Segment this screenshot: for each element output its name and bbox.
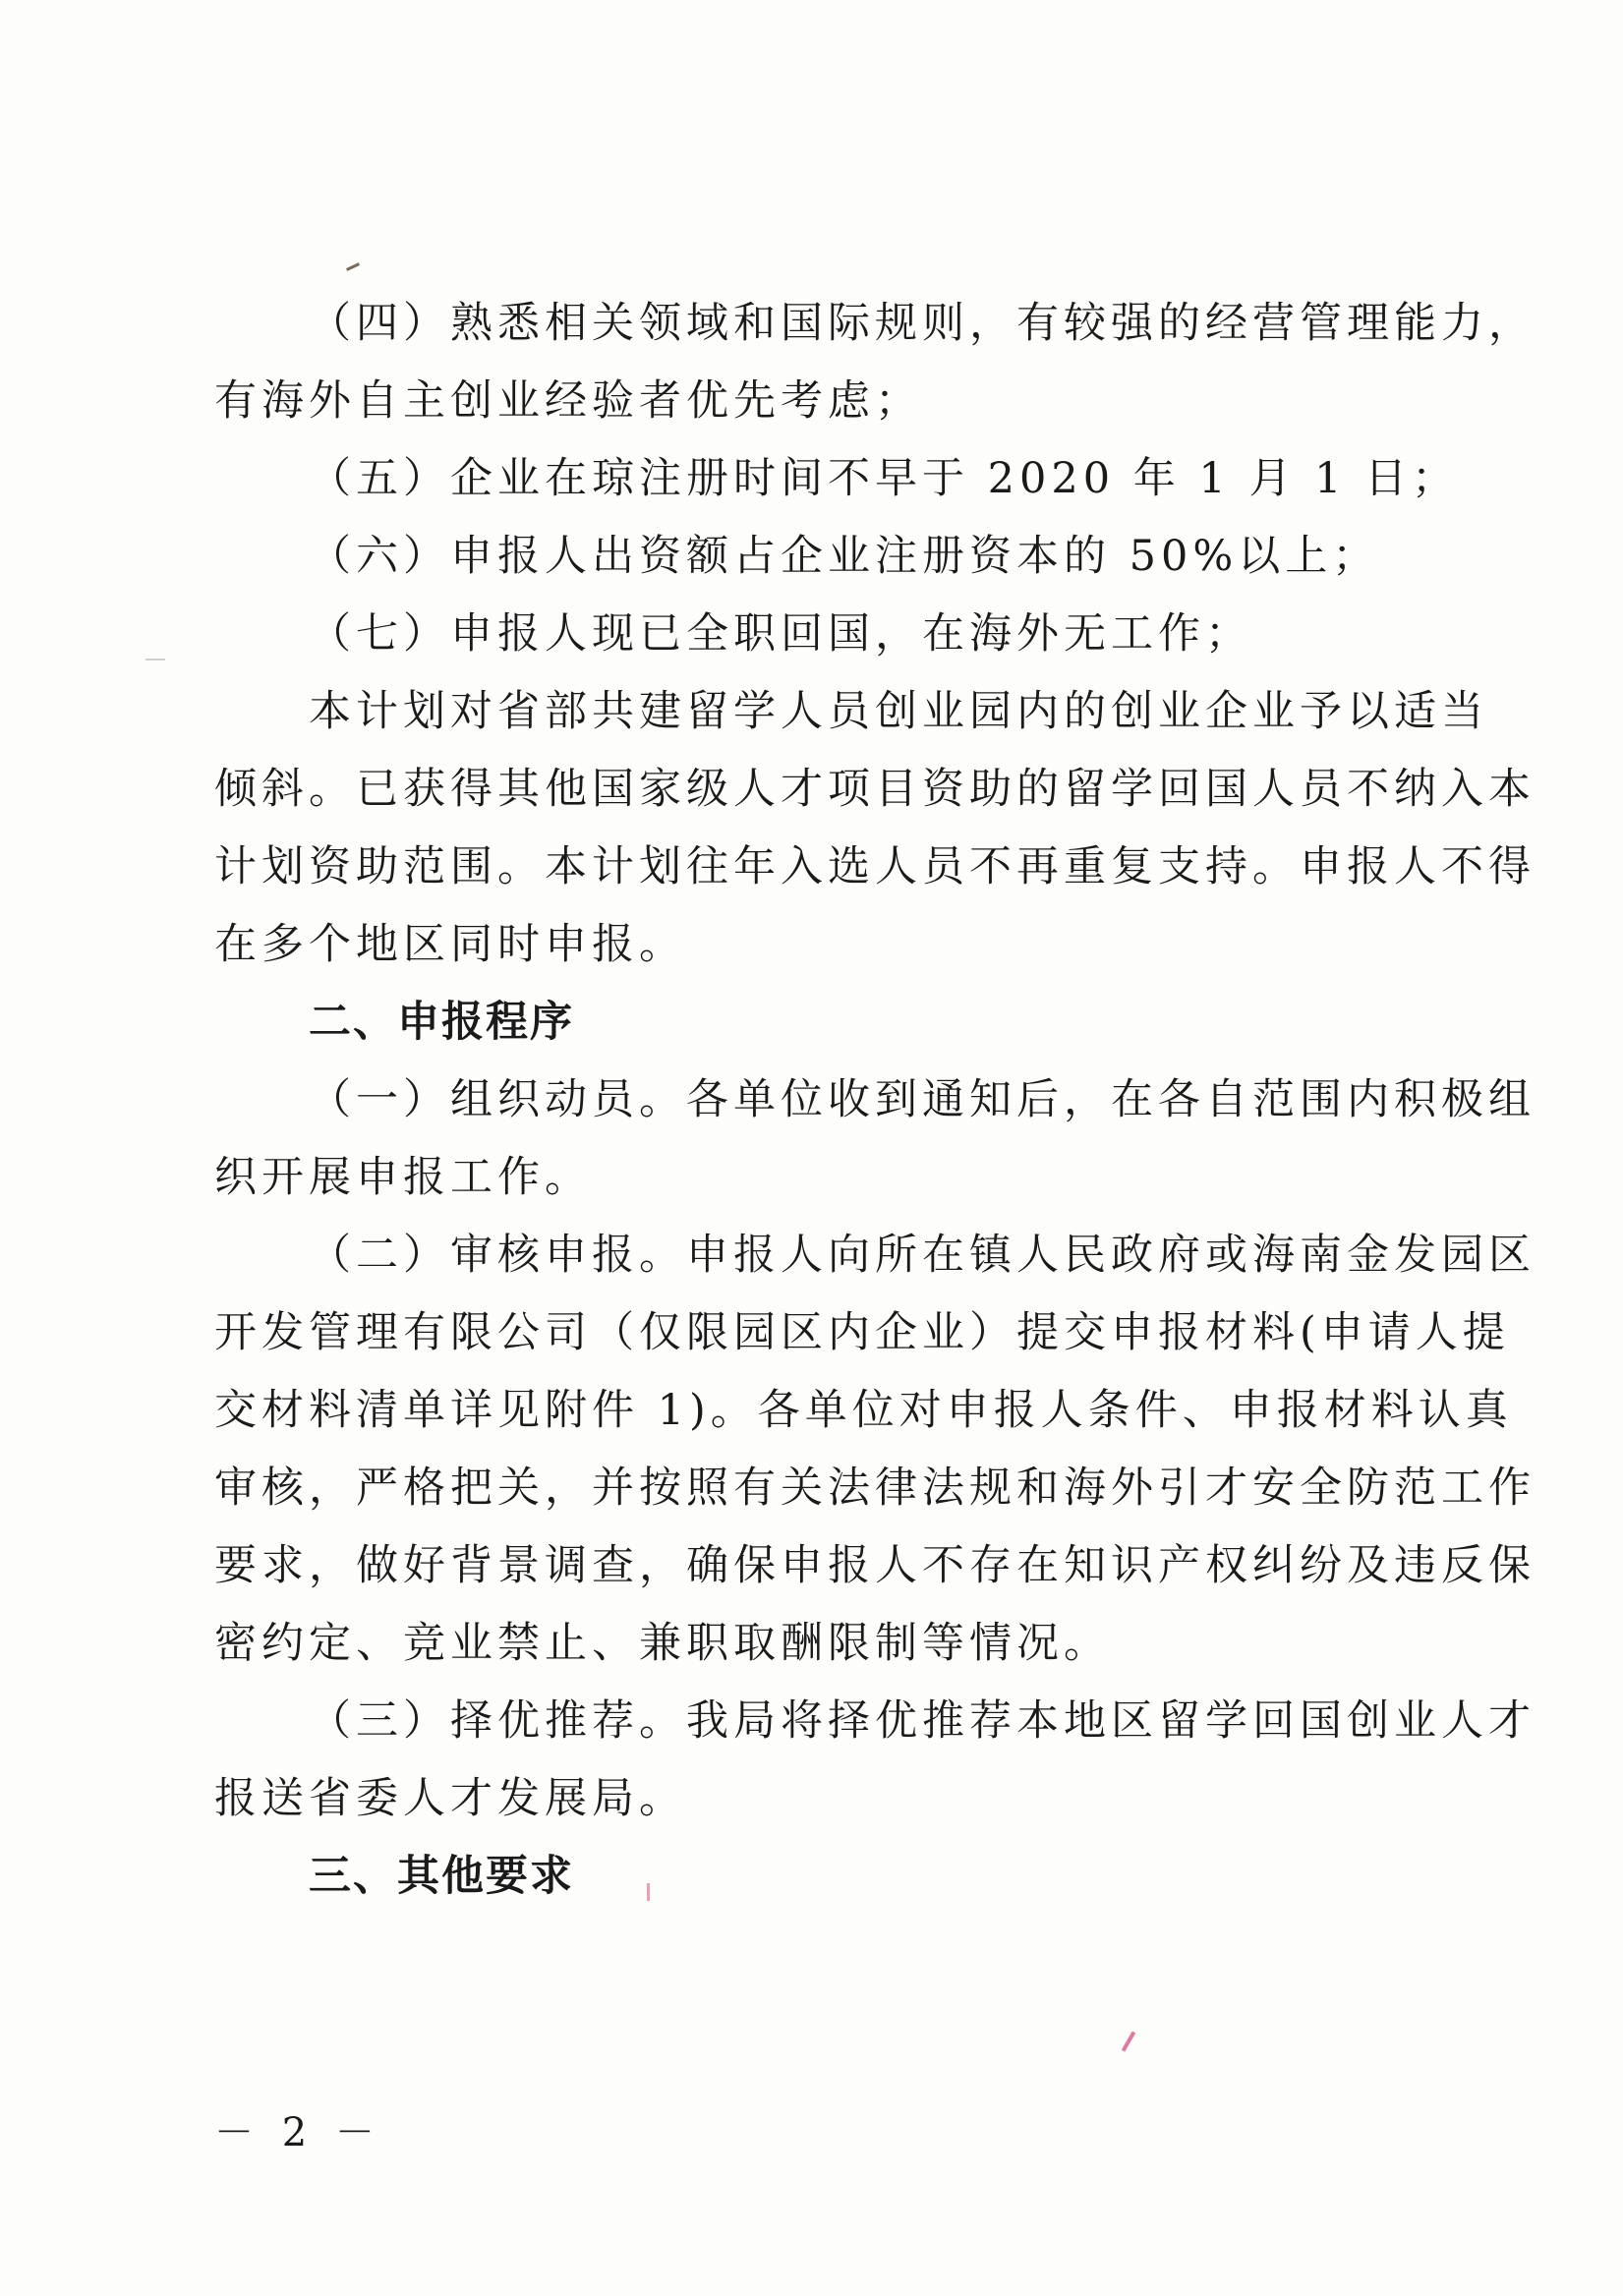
scan-speck <box>1122 2031 1135 2051</box>
paragraph-line: （五）企业在琼注册时间不早于 2020 年 1 月 1 日； <box>309 454 1460 503</box>
page-number: － 2 － <box>214 2110 382 2155</box>
section-heading: 二、申报程序 <box>309 998 574 1047</box>
paragraph-line: （二）审核申报。申报人向所在镇人民政府或海南金发园区 <box>309 1231 1536 1280</box>
paragraph-line: 审核，严格把关，并按照有关法律法规和海外引才安全防范工作 <box>214 1464 1536 1513</box>
paragraph-line: 倾斜。已获得其他国家级人才项目资助的留学回国人员不纳入本 <box>214 765 1536 814</box>
paragraph-line: 织开展申报工作。 <box>214 1153 592 1202</box>
scan-speck <box>346 262 360 271</box>
paragraph-line: 开发管理有限公司（仅限园区内企业）提交申报材料(申请人提 <box>214 1308 1510 1357</box>
paragraph-line: （四）熟悉相关领域和国际规则，有较强的经营管理能力， <box>309 299 1536 348</box>
scan-speck <box>145 659 165 660</box>
paragraph-line: （一）组织动员。各单位收到通知后，在各自范围内积极组 <box>309 1075 1536 1124</box>
paragraph-line: 本计划对省部共建留学人员创业园内的创业企业予以适当 <box>309 687 1488 736</box>
paragraph-line: （七）申报人现已全职回国，在海外无工作； <box>309 609 1252 659</box>
paragraph-line: 计划资助范围。本计划往年入选人员不再重复支持。申报人不得 <box>214 842 1536 891</box>
section-heading: 三、其他要求 <box>309 1852 574 1901</box>
paragraph-line: 交材料清单详见附件 1)。各单位对申报人条件、申报材料认真 <box>214 1386 1513 1435</box>
paragraph-line: （三）择优推荐。我局将择优推荐本地区留学回国创业人才 <box>309 1696 1536 1746</box>
paragraph-line: 在多个地区同时申报。 <box>214 920 686 969</box>
paragraph-line: 密约定、竞业禁止、兼职取酬限制等情况。 <box>214 1619 1111 1668</box>
paragraph-line: 有海外自主创业经验者优先考虑； <box>214 376 922 426</box>
paragraph-line: 要求，做好背景调查，确保申报人不存在知识产权纠纷及违反保 <box>214 1541 1536 1590</box>
paragraph-line: （六）申报人出资额占企业注册资本的 50%以上； <box>309 532 1380 581</box>
paragraph-line: 报送省委人才发展局。 <box>214 1774 686 1823</box>
document-body <box>214 285 1536 1916</box>
